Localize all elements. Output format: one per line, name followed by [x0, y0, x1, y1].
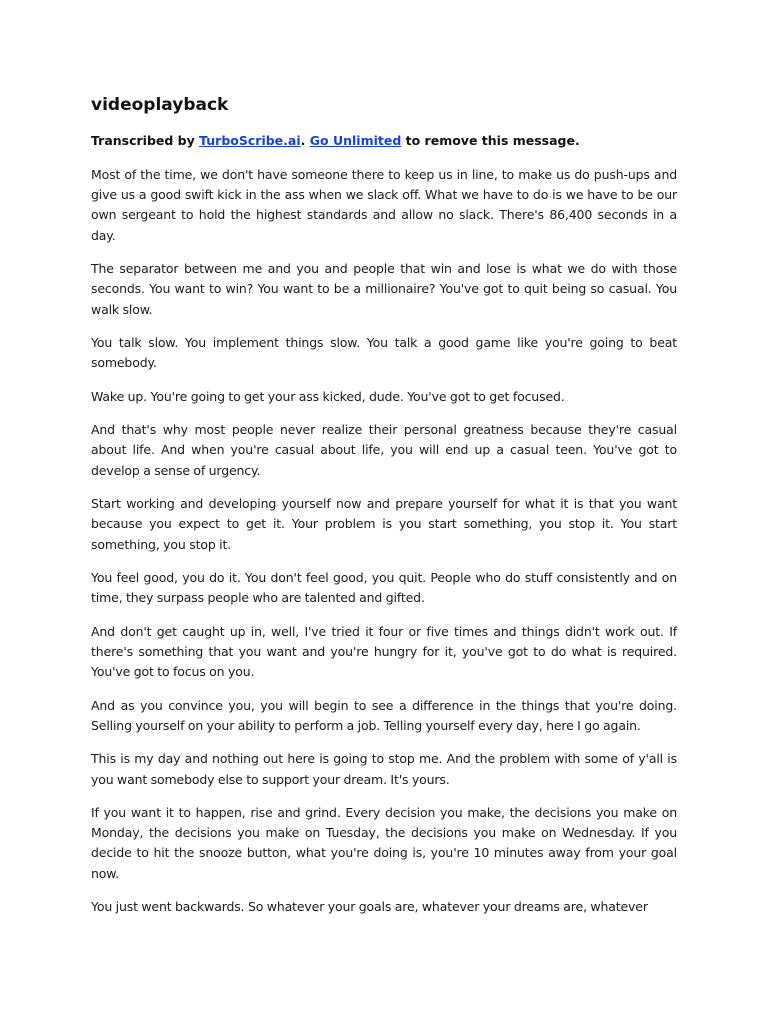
transcript-paragraph: You talk slow. You implement things slow. You talk a good game like you're going to beat somebody.: [91, 335, 677, 371]
transcript-paragraph: This is my day and nothing out here is going to stop me. And the problem with some of y'all is you want somebody else to support your dream. It's yours.: [91, 751, 677, 787]
turboscribe-link[interactable]: TurboScribe.ai: [199, 133, 301, 148]
transcript-paragraph: If you want it to happen, rise and grind. Every decision you make, the decisions you make on Monday, the decisions you make on Tuesday, the decisions you make on Wednesday. If you decide to hit the snooze button, what you're doing is, you're 10 minutes away from your goal now.: [91, 805, 677, 881]
document-title: videoplayback: [91, 95, 229, 115]
transcript-paragraph: And that's why most people never realize their personal greatness because they're casual about life. And when you're casual about life, you will end up a casual teen. You've got to develop a sense of urgency.: [91, 422, 677, 478]
notice-prefix: Transcribed by: [91, 133, 200, 148]
transcript-paragraph: And don't get caught up in, well, I've tried it four or five times and things didn't work out. If there's something that you want and you're hungry for it, you've got to do what is required. You've got to focus on you.: [91, 623, 677, 680]
transcription-notice: [91, 131, 677, 151]
transcript-paragraph: You just went backwards. So whatever your goals are, whatever your dreams are, whatever: [91, 899, 648, 915]
transcript-paragraph: And as you convince you, you will begin to see a difference in the things that you're doing. Selling yourself on your ability to perform a job. Telling yourself every day, here I go again.: [91, 697, 677, 733]
document-page: [91, 93, 677, 931]
notice-separator: .: [300, 133, 310, 148]
transcript-paragraph: You feel good, you do it. You don't feel good, you quit. People who do stuff consistently and on time, they surpass people who are talented and gifted.: [91, 570, 677, 606]
transcript-paragraph: Start working and developing yourself now and prepare yourself for what it is that you want because you expect to get it. Your problem is you start something, you stop it. You start something, you stop it.: [91, 496, 677, 552]
transcript-paragraph: The separator between me and you and people that win and lose is what we do with those seconds. You want to win? You want to be a millionaire? You've got to quit being so casual. You walk slow.: [91, 261, 677, 317]
go-unlimited-link[interactable]: Go Unlimited: [309, 133, 402, 148]
transcript-paragraph: Wake up. You're going to get your ass kicked, dude. You've got to get focused.: [91, 388, 565, 404]
transcript-paragraph: Most of the time, we don't have someone there to keep us in line, to make us do push-ups and give us a good swift kick in the ass when we slack off. What we have to do is we have to be our own sergeant to hold the highest standards and allow no slack. There's 86,400 seconds in a day.: [91, 167, 677, 243]
notice-suffix: to remove this message.: [401, 133, 580, 148]
